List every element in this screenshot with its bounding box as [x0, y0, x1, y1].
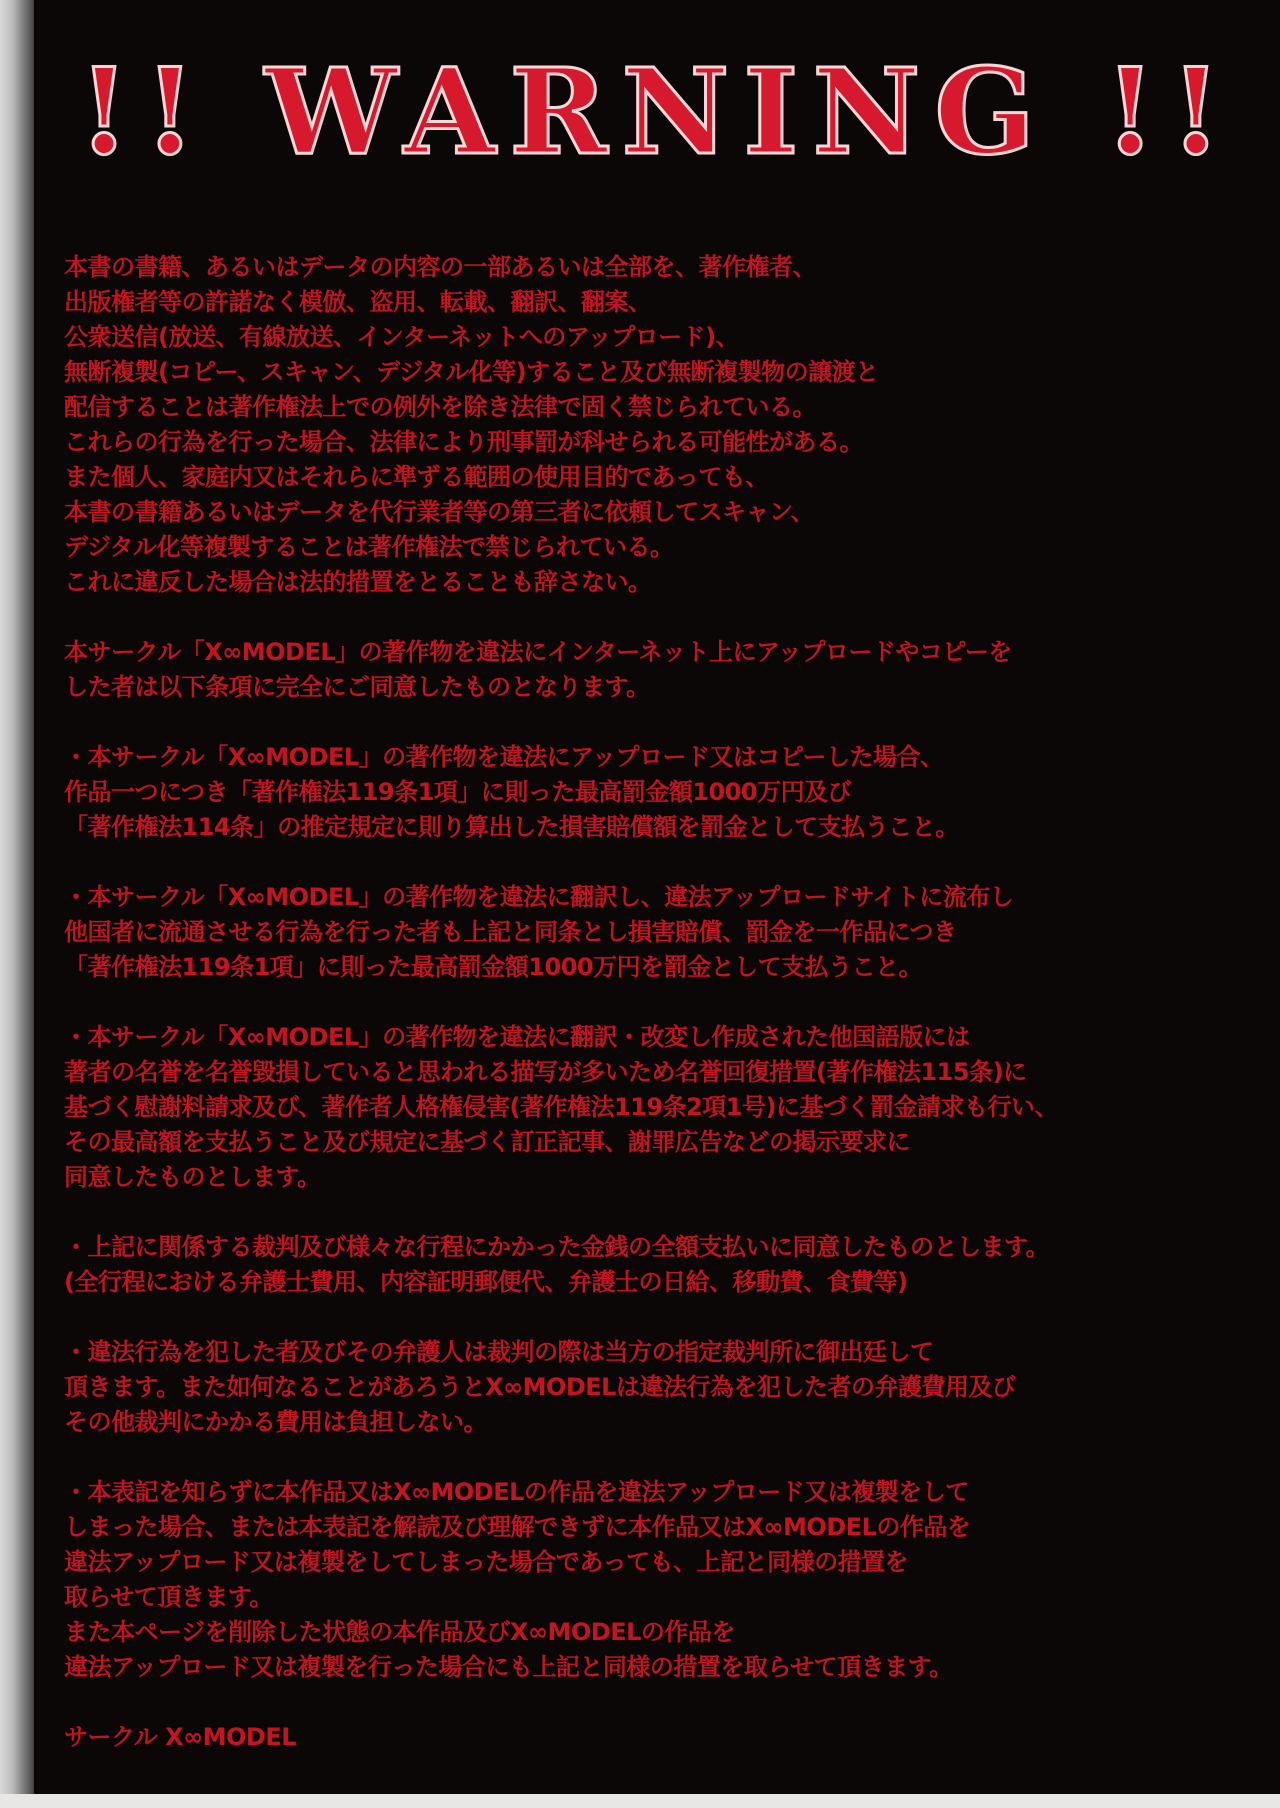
paragraph	[64, 1335, 1264, 1440]
scan-bottom-edge	[0, 1794, 1280, 1808]
text-line: 同意したものとします。	[64, 1163, 321, 1191]
paragraph	[64, 1230, 1264, 1300]
text-line: ・本表記を知らずに本作品又はX∞MODELの作品を違法アップロード又は複製をして	[64, 1478, 969, 1506]
text-line: 配信することは著作権法上での例外を除き法律で固く禁じられている。	[64, 393, 816, 421]
text-line: ・本サークル「X∞MODEL」の著作物を違法にアップロード又はコピーした場合、	[64, 743, 944, 771]
text-line: 出版権者等の許諾なく模倣、盗用、転載、翻訳、翻案、	[64, 288, 652, 316]
paragraph	[64, 740, 1264, 845]
text-line: 違法アップロード又は複製を行った場合にも上記と同様の措置を取らせて頂きます。	[64, 1653, 953, 1681]
paragraph	[64, 635, 1264, 705]
text-line: 本書の書籍、あるいはデータの内容の一部あるいは全部を、著作権者、	[64, 253, 816, 281]
text-line: 本書の書籍あるいはデータを代行業者等の第三者に依頼してスキャン、	[64, 498, 815, 526]
text-line: (全行程における弁護士費用、内容証明郵便代、弁護士の日給、移動費、食費等)	[64, 1268, 908, 1296]
text-line: 「著作権法119条1項」に則った最高罰金額1000万円を罰金として支払うこと。	[64, 953, 923, 981]
text-line: しまった場合、または本表記を解読及び理解できずに本作品又はX∞MODELの作品を	[64, 1513, 971, 1541]
text-line: 取らせて頂きます。	[64, 1583, 273, 1611]
warning-body	[64, 250, 1264, 1755]
text-line: これに違反した場合は法的措置をとることも辞さない。	[64, 568, 652, 596]
text-line: デジタル化等複製することは著作権法で禁じられている。	[64, 533, 674, 561]
text-line: 他国者に流通させる行為を行った者も上記と同条とし損害賠償、罰金を一作品につき	[64, 918, 957, 946]
text-line: 作品一つにつき「著作権法119条1項」に則った最高罰金額1000万円及び	[64, 778, 852, 806]
text-line: 著者の名誉を名誉毀損していると思われる描写が多いため名誉回復措置(著作権法115条)に	[64, 1058, 1027, 1086]
headline-text: !! WARNING !!	[78, 41, 1236, 181]
text-line: また本ページを削除した状態の本作品及びX∞MODELの作品を	[64, 1618, 735, 1646]
text-line: 頂きます。また如何なることがあろうとX∞MODELは違法行為を犯した者の弁護費用及び	[64, 1373, 1016, 1401]
circle-signature: サークル X∞MODEL	[64, 1723, 297, 1751]
text-line: その最高額を支払うこと及び規定に基づく訂正記事、謝罪広告などの掲示要求に	[64, 1128, 910, 1156]
text-line: ・本サークル「X∞MODEL」の著作物を違法に翻訳・改変し作成された他国語版には	[64, 1023, 970, 1051]
paragraph	[64, 1475, 1264, 1685]
text-line: ・本サークル「X∞MODEL」の著作物を違法に翻訳し、違法アップロードサイトに流布し	[64, 883, 1014, 911]
text-line: また個人、家庭内又はそれらに準ずる範囲の使用目的であっても、	[64, 463, 769, 491]
text-line: その他裁判にかかる費用は負担しない。	[64, 1408, 487, 1436]
text-line: 公衆送信(放送、有線放送、インターネットへのアップロード)、	[64, 323, 740, 351]
warning-page	[34, 0, 1280, 1808]
text-line: 基づく慰謝料請求及び、著作者人格権侵害(著作権法119条2項1号)に基づく罰金請求も行い、	[64, 1093, 1058, 1121]
text-line: した者は以下条項に完全にご同意したものとなります。	[64, 673, 650, 701]
text-line: 無断複製(コピー、スキャン、デジタル化等)すること及び無断複製物の譲渡と	[64, 358, 879, 386]
text-line: ・上記に関係する裁判及び様々な行程にかかった金銭の全額支払いに同意したものとします。	[64, 1233, 1050, 1261]
text-line: 違法アップロード又は複製をしてしまった場合であっても、上記と同様の措置を	[64, 1548, 909, 1576]
text-line: ・違法行為を犯した者及びその弁護人は裁判の際は当方の指定裁判所に御出廷して	[64, 1338, 934, 1366]
text-line: これらの行為を行った場合、法律により刑事罰が科せられる可能性がある。	[64, 428, 863, 456]
paragraph	[64, 1020, 1264, 1195]
text-line: 「著作権法114条」の推定規定に則り算出した損害賠償額を罰金として支払うこと。	[64, 813, 959, 841]
warning-headline	[34, 36, 1280, 186]
paragraph	[64, 250, 1264, 600]
text-line: 本サークル「X∞MODEL」の著作物を違法にインターネット上にアップロードやコピーを	[64, 638, 1012, 666]
paragraph	[64, 880, 1264, 985]
